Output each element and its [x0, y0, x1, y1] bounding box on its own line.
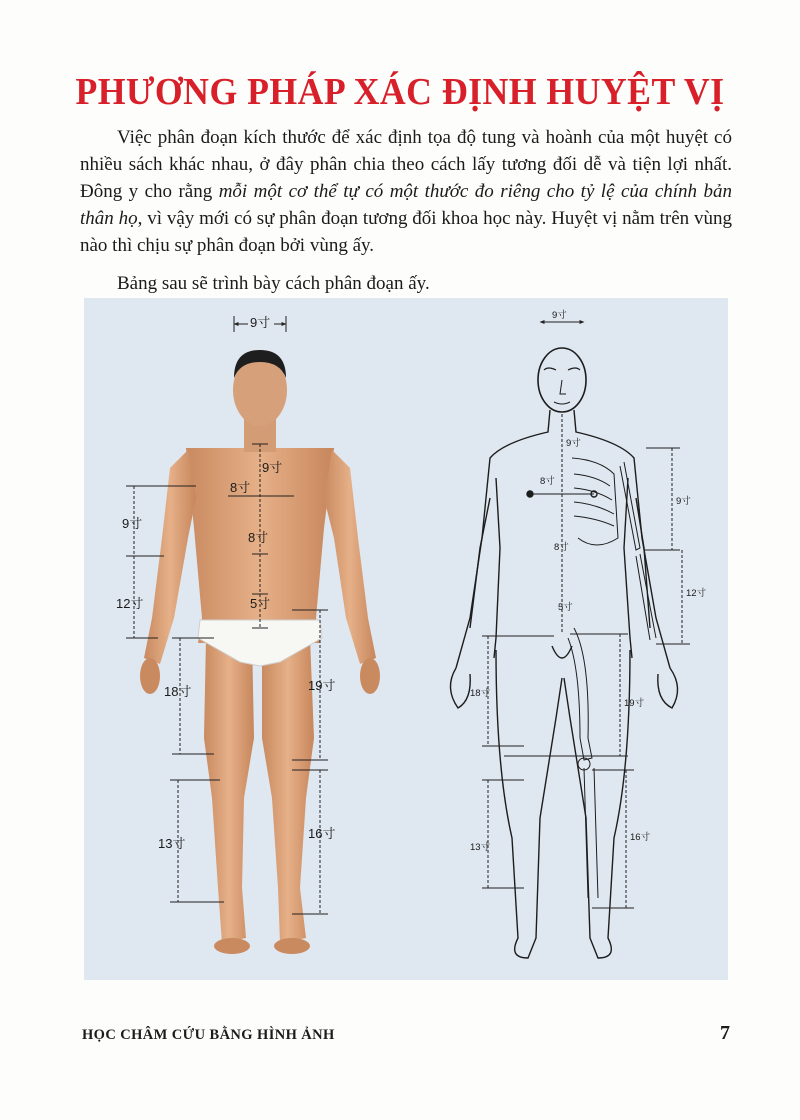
drawing-label-lower-abdomen: 5寸	[558, 602, 573, 613]
body-text	[80, 124, 732, 297]
drawing-label-nipples: 8寸	[540, 476, 555, 487]
page-title: PHƯƠNG PHÁP XÁC ĐỊNH HUYỆT VỊ	[75, 71, 725, 113]
photo-label-chest: 9寸	[262, 460, 283, 475]
page-number: 7	[720, 1022, 730, 1044]
drawing-label-forearm: 12寸	[686, 588, 707, 599]
photo-label-nipples: 8寸	[230, 480, 251, 495]
drawing-label-lower-leg-inner: 16寸	[630, 832, 651, 843]
line-drawing-figure	[450, 348, 677, 958]
photo-figure	[116, 315, 380, 954]
drawing-label-chest: 9寸	[566, 438, 581, 449]
drawing-label-head-width: 9寸	[552, 310, 567, 321]
photo-label-head-width: 9寸	[250, 315, 271, 330]
photo-right-arm	[324, 450, 376, 664]
drawing-label-lower-leg-outer: 13寸	[470, 842, 491, 853]
drawing-label-thigh-inner: 19寸	[624, 698, 645, 709]
photo-left-leg	[204, 638, 254, 943]
emphasized-phrase: mỗi một cơ thể tự có một thước đo riêng cho tỷ lệ của chính bản thân họ	[80, 181, 732, 229]
table-intro-paragraph: Bảng sau sẽ trình bày cách phân đoạn ấy.	[117, 273, 430, 294]
drawing-label-upper-abdomen: 8寸	[554, 542, 569, 553]
footer-book-title: HỌC CHÂM CỨU BẰNG HÌNH ẢNH	[82, 1027, 335, 1043]
photo-label-upper-arm: 9寸	[122, 516, 143, 531]
acupuncture-measurement-figure	[84, 298, 728, 980]
photo-label-lower-leg-inner: 16寸	[308, 826, 336, 841]
drawing-label-upper-arm: 9寸	[676, 496, 691, 507]
photo-label-upper-abdomen: 8寸	[248, 530, 269, 545]
photo-left-arm	[144, 450, 196, 664]
intro-paragraph: Việc phân đoạn kích thước để xác định tọa độ tung và hoành của một huyệt có nhiều sách khác nhau, ở đây phân chia theo cách lấy tương đối dễ và tiện lợi nhất. Đông y cho rằng mỗi một cơ thể tự có một thước đo riêng cho tỷ lệ của chính bản thân họ, vì vậy mới có sự phân đoạn tương đối khoa học này. Huyệt vị nằm trên vùng nào thì chịu sự phân đoạn bởi vùng ấy.	[80, 127, 733, 256]
photo-right-leg	[262, 638, 314, 943]
photo-label-lower-leg-outer: 13寸	[158, 836, 186, 851]
photo-label-forearm: 12寸	[116, 596, 144, 611]
photo-label-thigh-inner: 19寸	[308, 678, 336, 693]
photo-label-lower-abdomen: 5寸	[250, 596, 271, 611]
photo-label-thigh-outer: 18寸	[164, 684, 192, 699]
drawing-label-thigh-outer: 18寸	[470, 688, 491, 699]
